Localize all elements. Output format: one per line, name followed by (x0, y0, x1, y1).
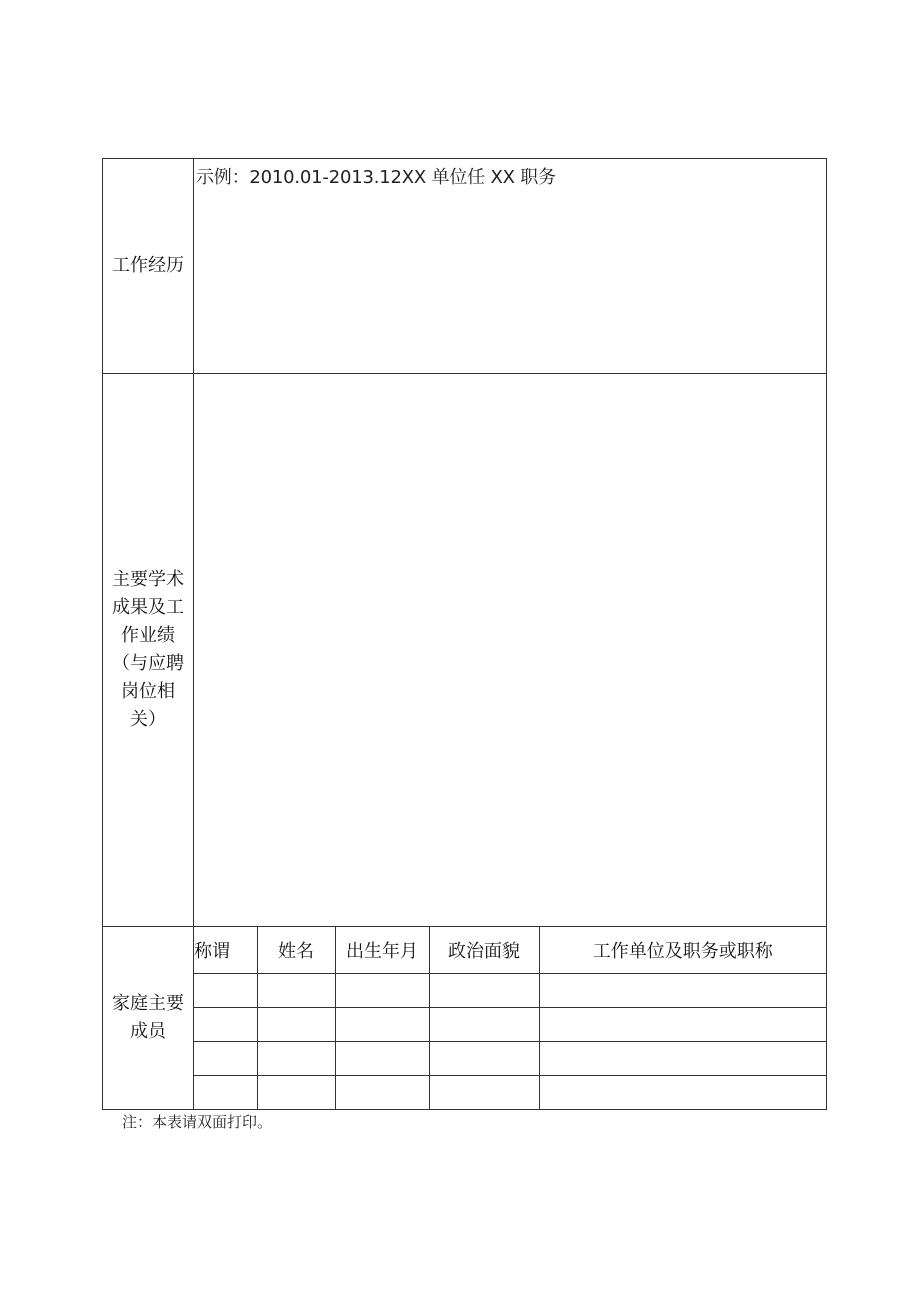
achievements-label-line: 主要学术 (112, 569, 184, 590)
achievements-label (103, 374, 194, 926)
header-name: 姓名 (257, 927, 335, 974)
cell-relation[interactable] (194, 1042, 257, 1076)
achievements-label-line: （与应聘 (112, 653, 184, 674)
cell-birth[interactable] (335, 1042, 429, 1076)
family-members-table-wrap (194, 927, 826, 1109)
cell-employer-position[interactable] (539, 974, 826, 1008)
achievements-label-line: 关） (130, 709, 166, 730)
family-members-table (194, 927, 826, 1109)
header-relation: 称谓 (194, 927, 257, 974)
cell-name[interactable] (257, 1042, 335, 1076)
cell-relation[interactable] (194, 1076, 257, 1110)
cell-name[interactable] (257, 1076, 335, 1110)
family-label-line: 家庭主要 (112, 993, 184, 1014)
cell-relation[interactable] (194, 974, 257, 1008)
print-note: 注：本表请双面打印。 (122, 1113, 273, 1131)
family-row (194, 1042, 826, 1076)
achievements-label-line: 成果及工 (112, 597, 184, 618)
family-row (194, 1008, 826, 1042)
work-history-example: 示例：2010.01-2013.12XX 单位任 XX 职务 (196, 167, 556, 188)
work-history-row (103, 159, 826, 374)
family-label-line: 成员 (130, 1021, 166, 1042)
achievements-label-line: 岗位相 (121, 681, 175, 702)
cell-employer-position[interactable] (539, 1042, 826, 1076)
cell-birth[interactable] (335, 1008, 429, 1042)
cell-birth[interactable] (335, 1076, 429, 1110)
cell-employer-position[interactable] (539, 1008, 826, 1042)
achievements-label-line: 作业绩 (121, 625, 175, 646)
cell-political-status[interactable] (429, 1042, 539, 1076)
cell-political-status[interactable] (429, 974, 539, 1008)
cell-name[interactable] (257, 1008, 335, 1042)
header-employer-position: 工作单位及职务或职称 (539, 927, 826, 974)
cell-relation[interactable] (194, 1008, 257, 1042)
achievements-row (103, 374, 826, 927)
cell-employer-position[interactable] (539, 1076, 826, 1110)
cell-birth[interactable] (335, 974, 429, 1008)
achievements-field[interactable] (194, 374, 826, 926)
family-row (194, 974, 826, 1008)
header-birth: 出生年月 (335, 927, 429, 974)
family-row (194, 1076, 826, 1110)
cell-political-status[interactable] (429, 1076, 539, 1110)
work-history-label: 工作经历 (103, 159, 194, 373)
header-political-status: 政治面貌 (429, 927, 539, 974)
work-history-field[interactable] (194, 159, 826, 373)
application-form (102, 158, 827, 1110)
family-members-label (103, 927, 194, 1109)
cell-political-status[interactable] (429, 1008, 539, 1042)
family-header-row (194, 927, 826, 974)
family-members-row (103, 927, 826, 1109)
cell-name[interactable] (257, 974, 335, 1008)
